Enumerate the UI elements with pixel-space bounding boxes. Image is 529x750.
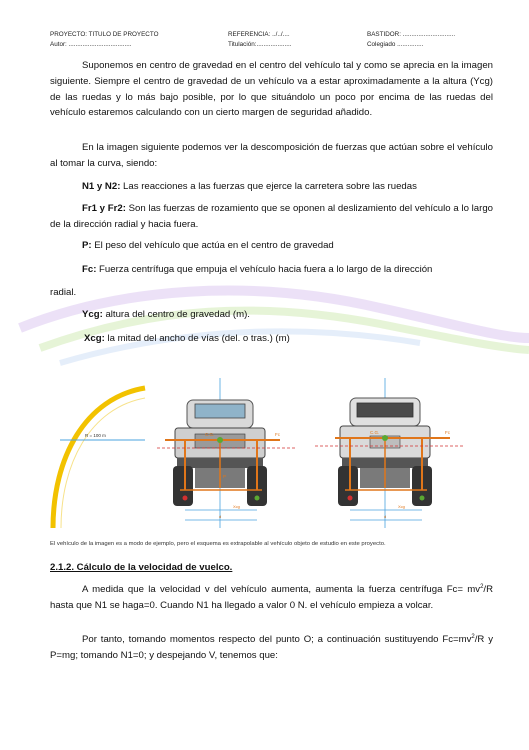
fc-label-rear: Fc [445, 430, 450, 435]
fc-label-front: Fc [275, 432, 280, 437]
paragraph-moments [50, 632, 493, 664]
vehicle-forces-diagram [45, 378, 495, 538]
paragraph-velocity [50, 582, 493, 614]
header-bastidor: BASTIDOR: .............................. [367, 31, 456, 38]
d-label-rear: d [384, 514, 387, 519]
definition-xcg [84, 331, 493, 347]
cg-marker-front [217, 437, 223, 443]
section-heading: 2.1.2. Cálculo de la velocidad de vuelco. [50, 562, 233, 573]
cg-label-front: C.G. [205, 432, 215, 437]
figure-caption: El vehículo de la imagen es a modo de ejemplo, pero el esquema es extrapolable al vehículo objeto de estudio en este proyecto. [50, 541, 386, 547]
header-proyecto: PROYECTO: TITULO DE PROYECTO [50, 31, 159, 38]
definition-term: P: [82, 240, 92, 251]
definition-text: radial. [50, 287, 77, 298]
cg-label-rear: C.G. [370, 430, 380, 435]
header-autor: Autor: .................................... [50, 41, 132, 48]
road-curve-inner [61, 398, 145, 528]
definition-text: Son las fuerzas de rozamiento que se oponen al deslizamiento del vehículo a lo largo de la dirección radial y hacia fuera. [50, 203, 493, 230]
definition-text: El peso del vehículo que actúa en el centro de gravedad [91, 240, 334, 251]
radius-label: R = 100 m [85, 433, 106, 438]
paragraph-forces-text: En la imagen siguiente podemos ver la descomposición de fuerzas que actúan sobre el vehículo al tomar la curva, siendo: [50, 142, 493, 169]
header-colegiado: Colegiado ............... [367, 41, 424, 48]
definition-text: altura del centro de gravedad (m). [102, 309, 250, 320]
road-curve [53, 388, 145, 528]
definition-term: Xcg: [84, 333, 105, 344]
superscript: 2 [471, 633, 475, 640]
definition-n1-n2 [82, 179, 493, 195]
definition-text: la mitad del ancho de vías (del. o tras.) (m) [104, 333, 290, 344]
definition-text: Fuerza centrífuga que empuja el vehículo hacia fuera a lo largo de la dirección [96, 264, 433, 275]
definition-p [82, 238, 493, 254]
superscript: 2 [480, 583, 484, 590]
paragraph-intro [50, 58, 493, 121]
cg-marker-rear [382, 435, 388, 441]
xcg-label-front: Xcg [233, 504, 240, 509]
definition-fc-continued [50, 285, 76, 301]
watermark-swoosh [0, 268, 529, 388]
definition-fr1-fr2 [50, 201, 493, 233]
definition-term: Ycg: [82, 309, 103, 320]
definition-term: N1 y N2: [82, 181, 121, 192]
header-titulacion: Titulación:.................... [228, 41, 292, 48]
definition-text: Las reacciones a las fuerzas que ejerce la carretera sobre las ruedas [120, 181, 417, 192]
paragraph-velocity-b: /R hasta que N1 se haga=0. Cuando N1 ha llegado a valor 0 N. el vehículo empieza a volcar. [50, 584, 493, 611]
xcg-label-rear: Xcg [398, 504, 405, 509]
paragraph-forces [50, 140, 493, 172]
definition-term: Fc: [82, 264, 97, 275]
paragraph-intro-text: Suponemos en centro de gravedad en el centro del vehículo tal y como se aprecia en la imagen siguiente. Siempre el centro de gravedad de un vehículo va a estar aproximadamente a la altura (Ycg) de las ruedas y lo más bajo posible, por lo que situándolo un poco por encima de las ruedas del vehículo estaremos calculando con un cierto margen de seguridad añadido. [50, 60, 493, 119]
definition-term: Fr1 y Fr2: [82, 203, 126, 214]
paragraph-moments-a: Por tanto, tomando momentos respecto del punto O; a continuación sustituyendo Fc=mv [82, 634, 472, 645]
definition-ycg [82, 307, 493, 323]
d-label-front: d [219, 514, 222, 519]
p-label-front: P [223, 474, 227, 479]
paragraph-velocity-a: A medida que la velocidad v del vehículo aumenta, aumenta la fuerza centrífuga Fc= mv [82, 584, 481, 595]
header-referencia: REFERENCIA: ../../.... [228, 31, 290, 38]
paragraph-moments-b: /R y P=mg; tomando N1=0; y despejando V, tenemos que: [50, 634, 494, 661]
definition-fc [82, 262, 493, 278]
